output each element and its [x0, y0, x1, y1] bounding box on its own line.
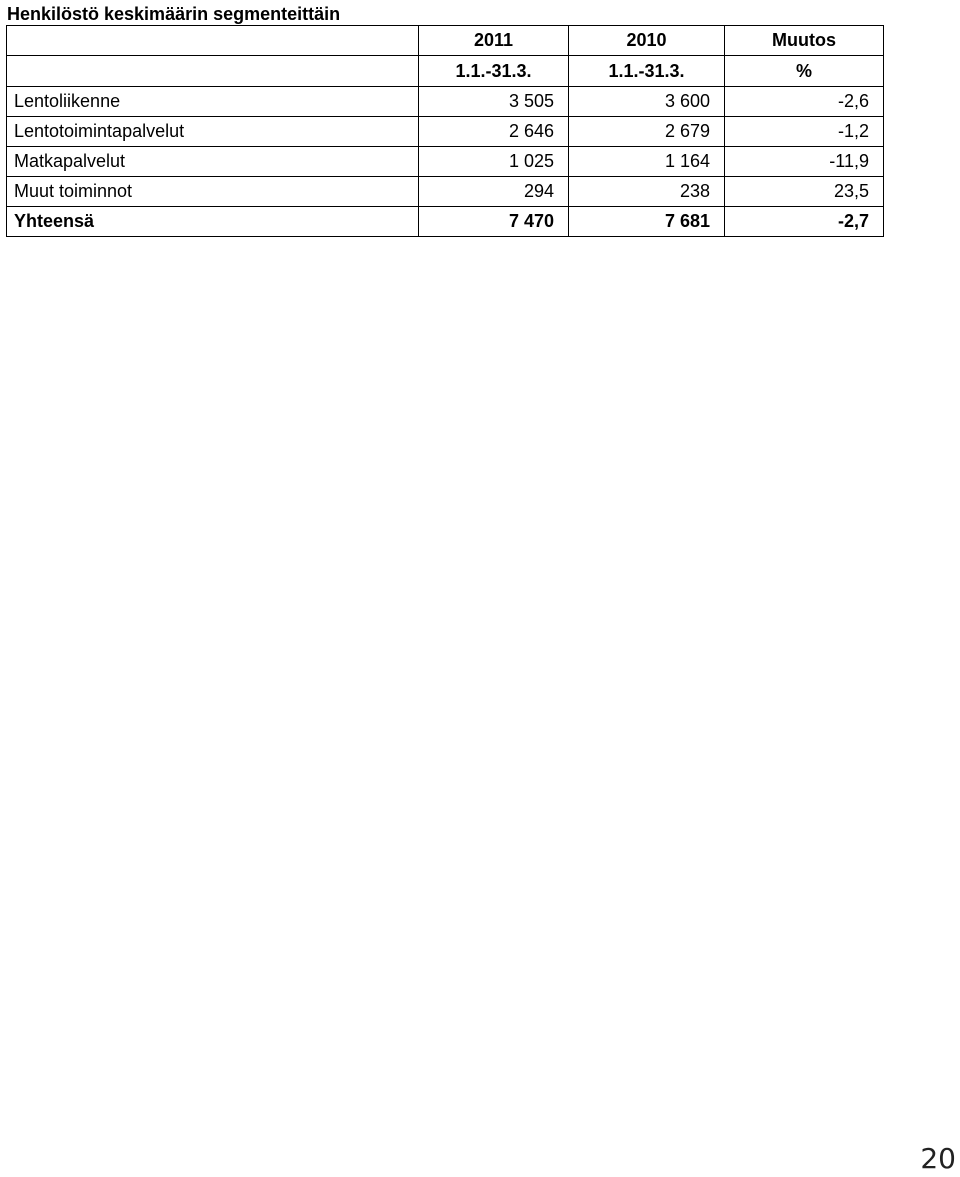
value-2011: 1 025: [419, 147, 569, 177]
change-percent: 23,5: [725, 177, 884, 207]
header-cell-blank: [7, 56, 419, 87]
header-cell-percent: %: [725, 56, 884, 87]
table-row: [7, 147, 884, 177]
value-2010: 2 679: [569, 117, 725, 147]
segment-label: Lentoliikenne: [7, 87, 419, 117]
change-percent: -11,9: [725, 147, 884, 177]
table-row: [7, 87, 884, 117]
header-cell-2010: 2010: [569, 26, 725, 56]
header-cell-2011: 2011: [419, 26, 569, 56]
segment-label: Lentotoimintapalvelut: [7, 117, 419, 147]
header-cell-period-2011: 1.1.-31.3.: [419, 56, 569, 87]
segment-label: Matkapalvelut: [7, 147, 419, 177]
header-cell-segment: [7, 26, 419, 56]
total-label: Yhteensä: [7, 207, 419, 237]
header-cell-change: Muutos: [725, 26, 884, 56]
segment-label: Muut toiminnot: [7, 177, 419, 207]
page-title: Henkilöstö keskimäärin segmenteittäin: [7, 4, 341, 24]
value-2011: 294: [419, 177, 569, 207]
value-2011: 2 646: [419, 117, 569, 147]
change-percent: -2,6: [725, 87, 884, 117]
value-2010: 1 164: [569, 147, 725, 177]
change-percent: -1,2: [725, 117, 884, 147]
value-2010: 3 600: [569, 87, 725, 117]
value-2011: 3 505: [419, 87, 569, 117]
table-header-row-years: [7, 26, 884, 56]
header-cell-period-2010: 1.1.-31.3.: [569, 56, 725, 87]
total-2011: 7 470: [419, 207, 569, 237]
page-number: 20: [920, 1142, 956, 1175]
table-total-row: [7, 207, 884, 237]
total-2010: 7 681: [569, 207, 725, 237]
table-header-row-periods: [7, 56, 884, 87]
total-change-percent: -2,7: [725, 207, 884, 237]
table-row: [7, 117, 884, 147]
segment-staff-table: [6, 25, 884, 237]
value-2010: 238: [569, 177, 725, 207]
table-row: [7, 177, 884, 207]
